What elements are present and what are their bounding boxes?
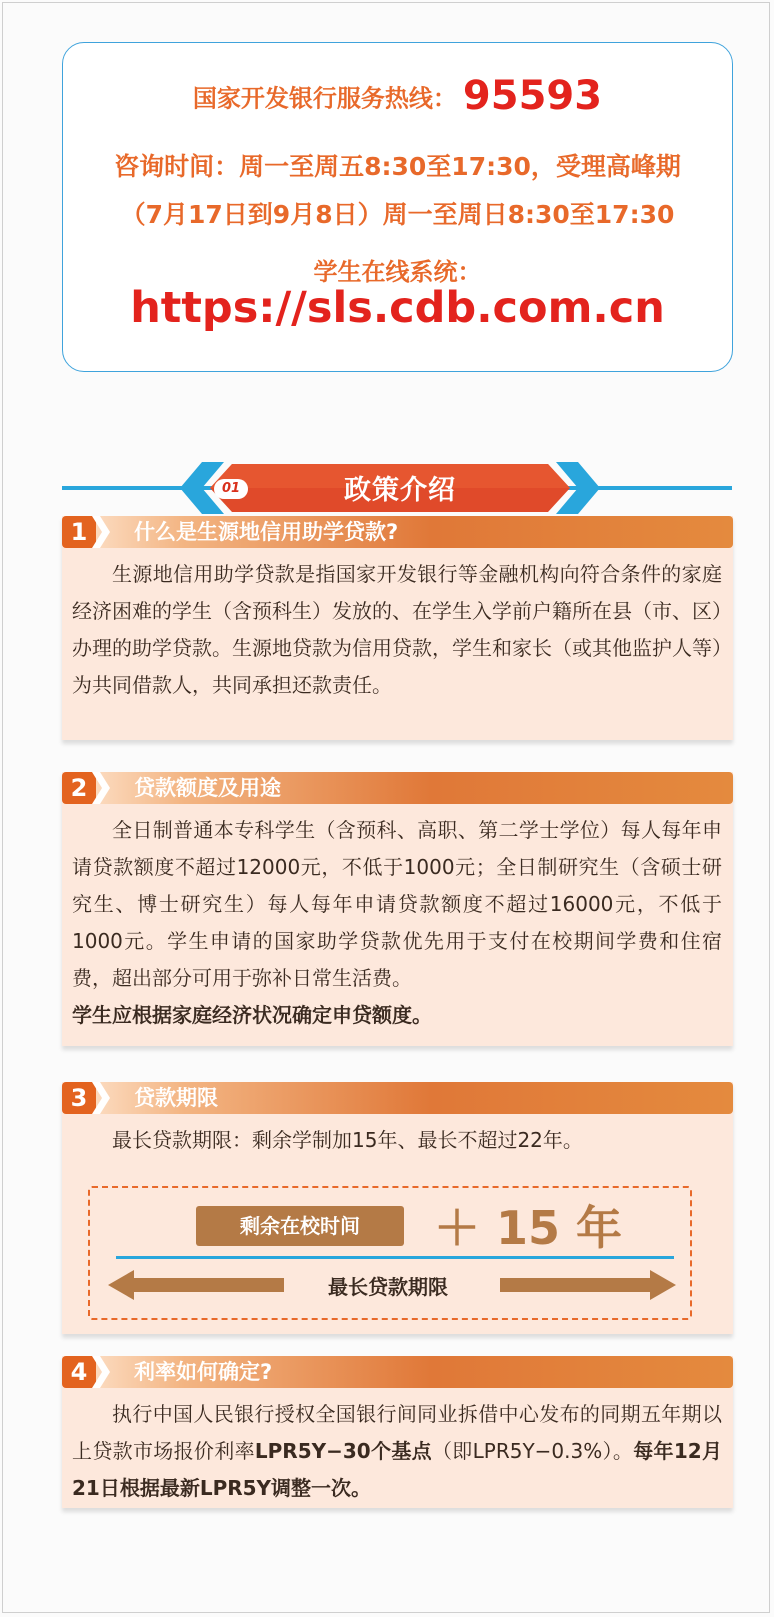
section-what-is-loan <box>62 516 733 740</box>
rate-text-b: LPR5Y−30个基点 <box>254 1439 432 1463</box>
rate-text-d: 每年12月21日根据最新LPR5Y调整一次。 <box>72 1439 722 1500</box>
section-emphasis: 学生应根据家庭经济状况确定申贷额度。 <box>72 1003 432 1027</box>
section-body: 最长贷款期限：剩余学制加15年、最长不超过22年。 <box>112 1128 583 1152</box>
hotline-line <box>63 73 732 119</box>
section-title: 贷款额度及用途 <box>134 776 281 800</box>
section-paragraph: 全日制普通本专科学生（含预科、高职、第二学士学位）每人每年申请贷款额度不超过12000元，不低于1000元；全日制研究生（含硕士研究生、博士研究生）每人每年申请贷款额度不超过16000元，不低于1000元。学生申请的国家助学贷款优先用于支付在校期间学费和住宿费，超出部分可用于弥补日常生活费。 <box>72 818 722 990</box>
hotline-label: 国家开发银行服务热线： <box>192 84 457 113</box>
contact-info-box <box>62 42 733 372</box>
section-number: 3 <box>62 1082 96 1114</box>
loan-term-diagram <box>88 1186 692 1320</box>
student-system-url[interactable]: https://sls.cdb.com.cn <box>130 283 665 333</box>
diagram-divider <box>116 1256 674 1259</box>
section-title: 利率如何确定? <box>134 1360 273 1384</box>
section-body: 生源地信用助学贷款是指国家开发银行等金融机构向符合条件的家庭经济困难的学生（含预科生）发放的、在学生入学前户籍所在县（市、区）办理的助学贷款。生源地贷款为信用贷款，学生和家长（或其他监护人等）为共同借款人，共同承担还款责任。 <box>72 562 722 697</box>
section-interest-rate <box>62 1356 733 1508</box>
section-body <box>72 812 722 1034</box>
chevron-right-icon <box>92 772 112 804</box>
hotline-number[interactable]: 95593 <box>462 73 603 119</box>
banner-number-badge: 01 <box>214 479 248 499</box>
consult-hours-line-2: （7月17日到9月8日）周一至周日8:30至17:30 <box>120 200 675 229</box>
section-loan-term <box>62 1082 733 1334</box>
section-header <box>62 1356 733 1388</box>
rate-text-c: （即LPR5Y−0.3%）。 <box>431 1439 634 1463</box>
remaining-school-time-box: 剩余在校时间 <box>196 1206 404 1246</box>
rate-text-a: 执行中国人民银行授权全国银行间同业拆借中心发布的同期五年期以上贷款市场报价利率 <box>72 1402 722 1463</box>
section-header <box>62 516 733 548</box>
section-body <box>72 1396 722 1507</box>
chevron-right-icon <box>92 1082 112 1114</box>
section-title: 贷款期限 <box>134 1086 218 1110</box>
section-number: 1 <box>62 516 96 548</box>
chevron-right-icon <box>92 516 112 548</box>
policy-intro-banner <box>0 462 774 514</box>
chevron-right-icon <box>92 1356 112 1388</box>
section-header <box>62 772 733 804</box>
consult-hours-line-1: 咨询时间：周一至周五8:30至17:30，受理高峰期 <box>114 152 681 181</box>
student-system-label: 学生在线系统： <box>313 258 482 286</box>
section-title: 什么是生源地信用助学贷款? <box>134 520 399 544</box>
section-header <box>62 1082 733 1114</box>
section-loan-amount <box>62 772 733 1046</box>
section-number: 4 <box>62 1356 96 1388</box>
section-number: 2 <box>62 772 96 804</box>
plus-15-years-label: ＋ 15 年 <box>434 1201 623 1255</box>
banner-title: 政策介绍 <box>344 475 456 506</box>
max-loan-term-label: 最长贷款期限 <box>328 1275 448 1299</box>
